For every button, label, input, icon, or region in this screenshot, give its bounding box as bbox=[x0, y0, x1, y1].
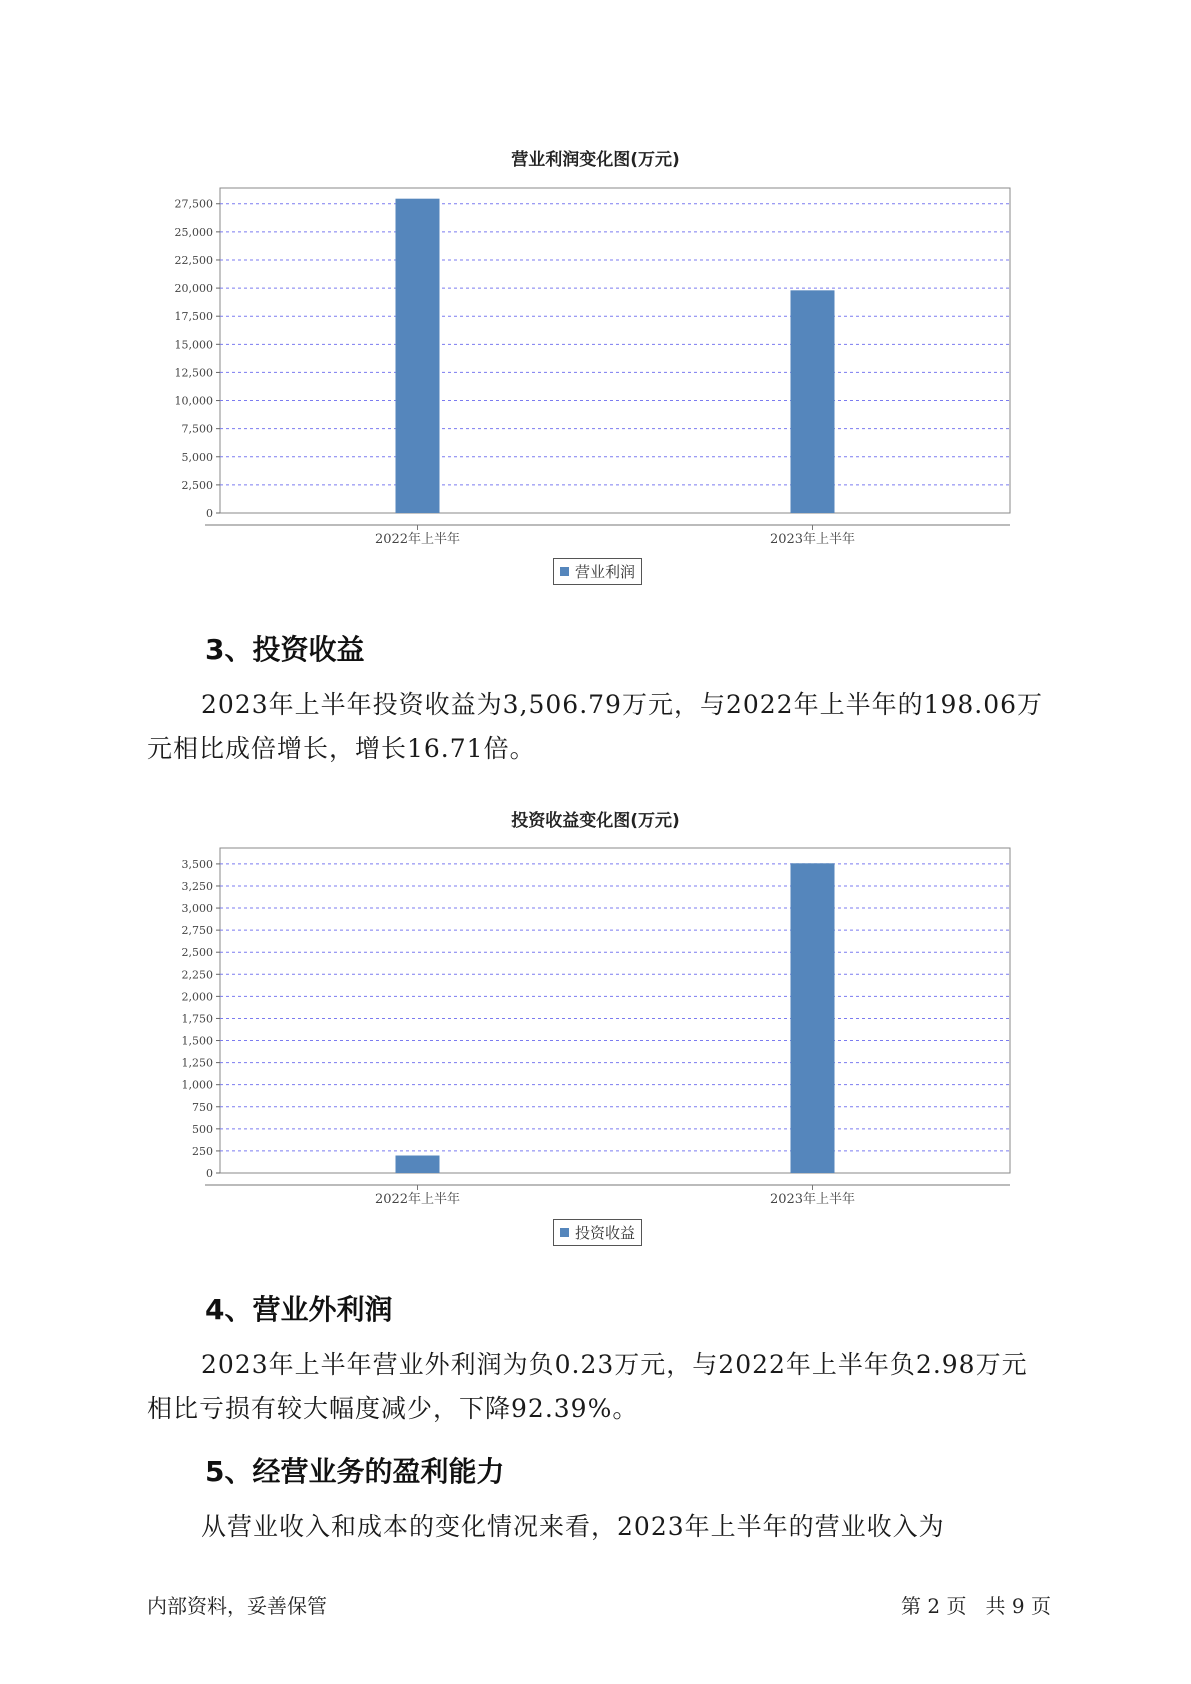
y-tick-label: 2,750 bbox=[181, 924, 213, 938]
section-4-paragraph: 2023年上半年营业外利润为负0.23万元，与2022年上半年负2.98万元相比亏损有较大幅度减少，下降92.39%。 bbox=[147, 1350, 1028, 1423]
legend-swatch bbox=[560, 567, 569, 576]
y-tick-label: 2,000 bbox=[181, 990, 213, 1004]
section-3-paragraph: 2023年上半年投资收益为3,506.79万元，与2022年上半年的198.06万元相比成倍增长，增长16.71倍。 bbox=[147, 690, 1044, 763]
legend-swatch bbox=[560, 1228, 569, 1237]
bar-1 bbox=[396, 1156, 440, 1173]
y-tick-label: 20,000 bbox=[174, 282, 213, 296]
y-tick-label: 3,250 bbox=[181, 879, 213, 893]
bar-1 bbox=[396, 199, 440, 513]
section-4-heading: 4、营业外利润 bbox=[205, 1293, 393, 1326]
x-tick-label: 2022年上半年 bbox=[374, 1192, 461, 1207]
plot-area bbox=[220, 848, 1010, 1173]
invest-chart-title: 投资收益变化图(万元) bbox=[511, 811, 680, 831]
invest-chart bbox=[0, 840, 1191, 1240]
bar-2 bbox=[791, 863, 835, 1173]
y-tick-label: 500 bbox=[192, 1122, 213, 1136]
section-3-heading: 3、投资收益 bbox=[205, 633, 365, 666]
y-tick-label: 1,250 bbox=[181, 1056, 213, 1070]
x-tick-label: 2023年上半年 bbox=[769, 532, 856, 547]
y-tick-label: 750 bbox=[192, 1100, 213, 1114]
y-tick-label: 10,000 bbox=[174, 394, 213, 408]
y-tick-label: 0 bbox=[206, 1167, 213, 1180]
y-tick-label: 2,500 bbox=[181, 478, 213, 492]
y-tick-label: 3,000 bbox=[181, 902, 213, 916]
section-5-heading: 5、经营业务的盈利能力 bbox=[205, 1455, 505, 1488]
y-tick-label: 1,000 bbox=[181, 1078, 213, 1092]
y-tick-label: 2,500 bbox=[181, 946, 213, 960]
y-tick-label: 7,500 bbox=[181, 422, 213, 436]
profit-chart bbox=[0, 180, 1191, 580]
y-tick-label: 3,500 bbox=[181, 857, 213, 871]
profit-chart-legend bbox=[553, 558, 642, 585]
invest-legend-label: 投资收益 bbox=[575, 1224, 636, 1242]
profit-chart-title: 营业利润变化图(万元) bbox=[511, 150, 680, 170]
profit-legend-label: 营业利润 bbox=[575, 563, 636, 581]
y-tick-label: 1,500 bbox=[181, 1034, 213, 1048]
y-tick-label: 25,000 bbox=[174, 225, 213, 239]
bar-2 bbox=[791, 290, 835, 513]
y-tick-label: 12,500 bbox=[174, 366, 213, 380]
x-tick-label: 2022年上半年 bbox=[374, 532, 461, 547]
y-tick-label: 27,500 bbox=[174, 197, 213, 211]
y-tick-label: 17,500 bbox=[174, 310, 213, 324]
footer-page-number: 第 2 页 共 9 页 bbox=[901, 1594, 1051, 1618]
invest-chart-legend bbox=[553, 1219, 642, 1246]
y-tick-label: 0 bbox=[206, 507, 213, 520]
y-tick-label: 5,000 bbox=[181, 450, 213, 464]
y-tick-label: 22,500 bbox=[174, 253, 213, 267]
y-tick-label: 250 bbox=[192, 1144, 213, 1158]
y-tick-label: 15,000 bbox=[174, 338, 213, 352]
x-tick-label: 2023年上半年 bbox=[769, 1192, 856, 1207]
footer-left: 内部资料，妥善保管 bbox=[147, 1594, 327, 1618]
y-tick-label: 1,750 bbox=[181, 1012, 213, 1026]
plot-area bbox=[220, 188, 1010, 513]
section-5-paragraph: 从营业收入和成本的变化情况来看，2023年上半年的营业收入为 bbox=[201, 1512, 945, 1541]
y-tick-label: 2,250 bbox=[181, 968, 213, 982]
